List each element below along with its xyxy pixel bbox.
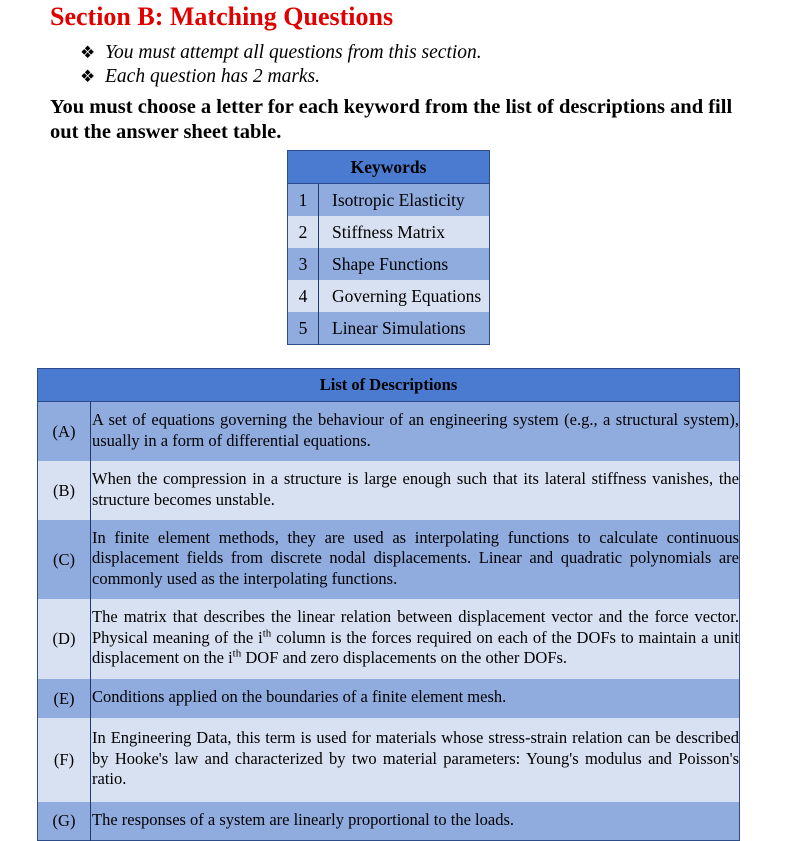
section-title: Section B: Matching Questions [50,2,394,31]
descriptions-table [37,368,740,841]
description-letter: (G) [38,802,91,841]
description-letter: (F) [38,718,91,802]
keyword-label: Isotropic Elasticity [319,184,490,217]
description-letter: (A) [38,402,91,462]
keyword-number: 5 [288,312,319,345]
bullet-item [80,65,482,89]
description-text: In Engineering Data, this term is used for materials whose stress-strain relation can be described by Hooke's law and characterized by two material parameters: Young's modulus and Poisson's ratio. [91,718,740,802]
keyword-number: 3 [288,248,319,280]
keyword-row [288,280,490,312]
description-text-part: column is the forces required on each of the DOFs to maintain a unit displacement on the i [92,627,739,668]
description-row [38,718,740,802]
description-letter: (B) [38,461,91,520]
description-letter: (D) [38,599,91,679]
description-text: The responses of a system are linearly proportional to the loads. [91,802,740,841]
descriptions-header-row [38,369,740,402]
keywords-header: Keywords [288,151,490,184]
superscript: th [232,647,242,660]
description-text: In finite element methods, they are used as interpolating functions to calculate continuous displacement fields from discrete nodal displacements. Linear and quadratic polynomials are commonly used as the interpolating functions. [91,520,740,599]
superscript: th [262,627,272,640]
keyword-number: 4 [288,280,319,312]
bullet-text: You must attempt all questions from this section. [105,42,482,63]
description-row [38,802,740,841]
description-text-part: The matrix that describes the linear relation between displacement vector and the force vector. Physical meaning of the i [92,607,739,647]
keyword-row [288,312,490,345]
instruction-text: You must choose a letter for each keyword from the list of descriptions and fill out the answer sheet table. [50,96,733,143]
keyword-label: Governing Equations [319,280,490,312]
description-text [91,599,740,679]
description-row [38,520,740,599]
four-diamond-icon: ❖ [80,67,96,86]
four-diamond-icon: ❖ [80,43,96,62]
description-row [38,461,740,520]
bullet-item [80,41,482,65]
keyword-number: 2 [288,216,319,248]
description-text: When the compression in a structure is large enough such that its lateral stiffness vanishes, the structure becomes unstable. [91,461,740,520]
description-letter: (C) [38,520,91,599]
description-row [38,402,740,462]
keyword-row [288,184,490,217]
descriptions-header: List of Descriptions [38,369,740,402]
keyword-label: Stiffness Matrix [319,216,490,248]
keyword-label: Shape Functions [319,248,490,280]
description-text: A set of equations governing the behaviour of an engineering system (e.g., a structural system), usually in a form of differential equations. [91,402,740,462]
keyword-label: Linear Simulations [319,312,490,345]
description-text: Conditions applied on the boundaries of a finite element mesh. [91,679,740,718]
keyword-row [288,248,490,280]
description-row [38,679,740,718]
bullet-text: Each question has 2 marks. [105,66,321,87]
description-row [38,599,740,679]
keywords-table [287,150,490,345]
keywords-header-row [288,151,490,184]
description-text-part: DOF and zero displacements on the other DOFs. [241,648,568,668]
keyword-number: 1 [288,184,319,217]
keyword-row [288,216,490,248]
instruction-bullets [80,41,482,89]
description-letter: (E) [38,679,91,718]
